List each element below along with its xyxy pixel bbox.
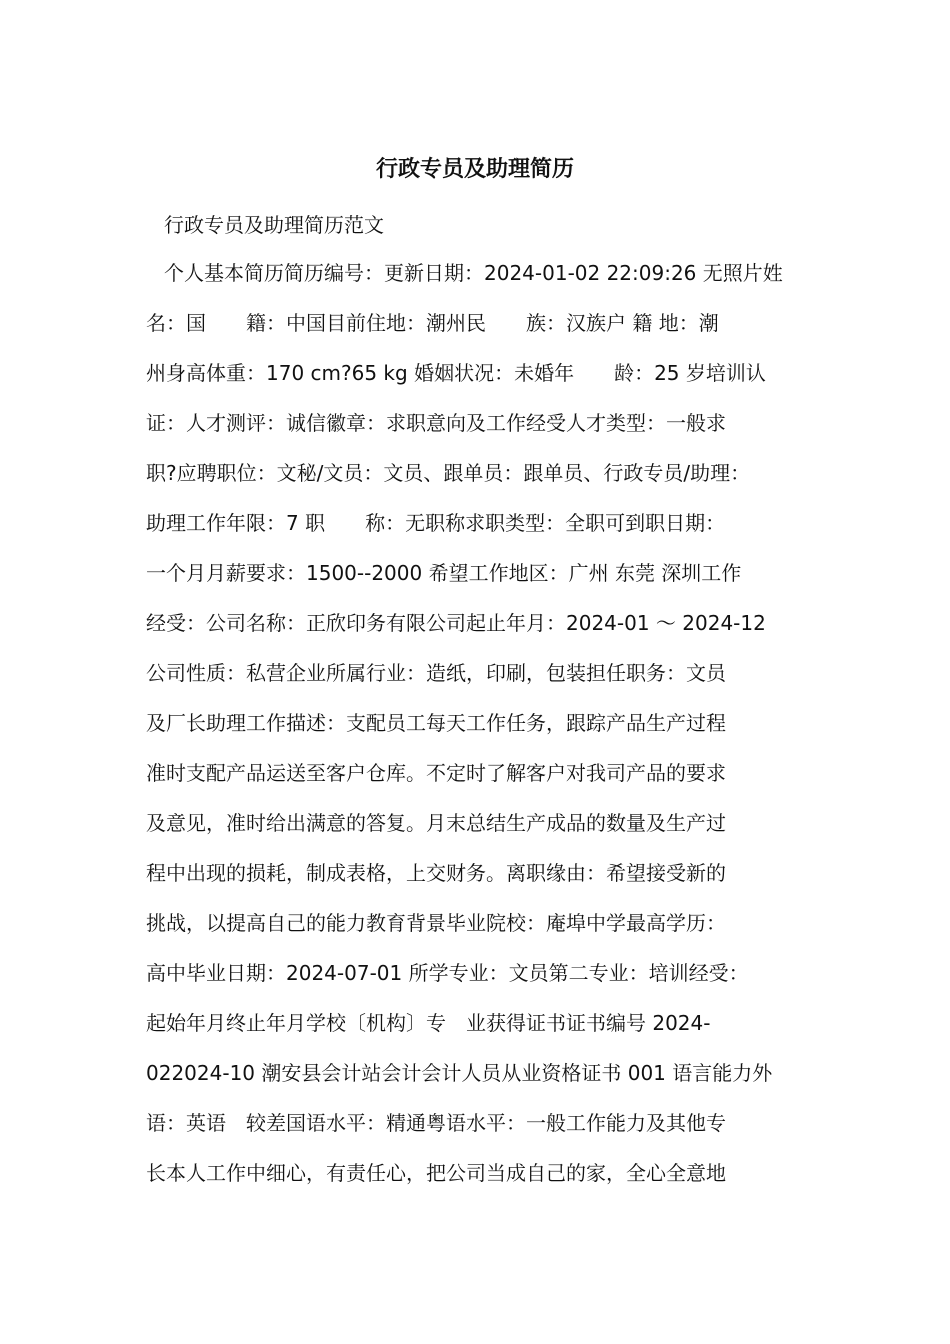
body-line: 程中出现的损耗，制成表格，上交财务。离职缘由：希望接受新的 — [146, 861, 726, 885]
body-line: 及厂长助理工作描述：支配员工每天工作任务，跟踪产品生产过程 — [146, 711, 726, 735]
body-line: 高中毕业日期：2024-07-01 所学专业：文员第二专业：培训经受： — [146, 961, 749, 985]
body-line: 一个月月薪要求：1500--2000 希望工作地区：广州 东莞 深圳工作 — [146, 561, 742, 585]
body-line: 挑战，以提高自己的能力教育背景毕业院校：庵埠中学最高学历： — [146, 911, 726, 935]
body-line: 职?应聘职位：文秘/文员：文员、跟单员：跟单员、行政专员/助理： — [146, 461, 751, 485]
document-title: 行政专员及助理简历 — [375, 157, 574, 182]
body-line: 022024-10 潮安县会计站会计会计人员从业资格证书 001 语言能力外 — [146, 1061, 773, 1085]
body-line: 助理工作年限：7 职 称：无职称求职类型：全职可到职日期： — [146, 511, 726, 535]
body-line: 起始年月终止年月学校〔机构〕专 业获得证书证书编号 2024- — [146, 1011, 711, 1035]
body-line: 经受：公司名称：正欣印务有限公司起止年月：2024-01 ～ 2024-12 — [146, 611, 766, 635]
body-line: 长本人工作中细心，有责任心，把公司当成自己的家，全心全意地 — [146, 1161, 726, 1185]
body-line: 及意见，准时给出满意的答复。月末总结生产成品的数量及生产过 — [146, 811, 726, 835]
body-line: 语：英语 较差国语水平：精通粤语水平：一般工作能力及其他专 — [146, 1111, 726, 1135]
body-line: 准时支配产品运送至客户仓库。不定时了解客户对我司产品的要求 — [146, 761, 726, 785]
body-line: 公司性质：私营企业所属行业：造纸，印刷，包装担任职务：文员 — [146, 661, 726, 685]
body-line: 证：人才测评：诚信徽章：求职意向及工作经受人才类型：一般求 — [146, 411, 726, 435]
body-line: 州身高体重：170 cm?65 kg 婚姻状况：未婚年 龄：25 岁培训认 — [146, 361, 766, 385]
body-line: 名：国 籍：中国目前住地：潮州民 族：汉族户 籍 地：潮 — [146, 311, 719, 335]
document-subtitle: 行政专员及助理简历范文 — [164, 213, 384, 237]
resume-body — [146, 256, 806, 1206]
body-line: 个人基本简历简历编号：更新日期：2024-01-02 22:09:26 无照片姓 — [164, 261, 783, 285]
